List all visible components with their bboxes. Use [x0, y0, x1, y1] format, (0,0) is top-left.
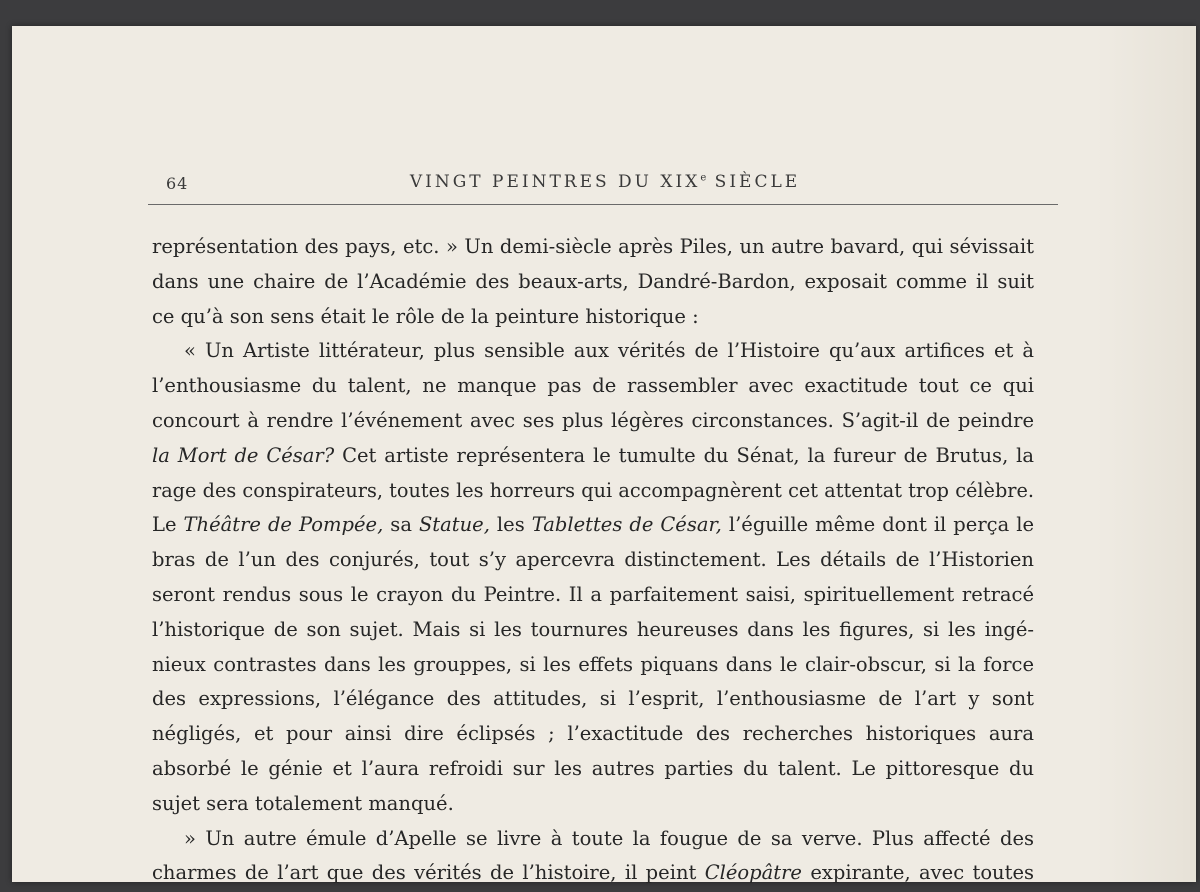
italic-title: Cléopâtre: [704, 861, 802, 885]
text-line: concourt à rendre l’événement avec ses plus légères circonstances. S’agit-il de peindre: [152, 408, 1034, 432]
text-line: seront rendus sous le crayon du Peintre. Il a parfaitement saisi, spirituellement retracé: [152, 582, 1034, 606]
text-line: charmes de l’art que des vérités de l’histoire, il peint Cléopâtre expirante, avec toutes: [152, 861, 1034, 885]
text-line: bras de l’un des conjurés, tout s’y apercevra distinctement. Les détails de l’Historien: [152, 548, 1034, 572]
text-line: l’historique de son sujet. Mais si les tournures heureuses dans les figures, si les ingé-: [152, 617, 1034, 641]
text-line: dans une chaire de l’Académie des beaux-arts, Dandré-Bardon, exposait comme il suit: [152, 269, 1034, 293]
text-line: des expressions, l’élégance des attitudes, si l’esprit, l’enthousiasme de l’art y sont: [152, 687, 1034, 711]
text-line: » Un autre émule d’Apelle se livre à toute la fougue de sa verve. Plus affecté des: [184, 826, 1034, 850]
text-line: rage des conspirateurs, toutes les horreurs qui accompagnèrent cet attentat trop célèbre.: [152, 478, 1034, 502]
text-line: nieux contrastes dans les grouppes, si les effets piquans dans le clair-obscur, si la force: [152, 652, 1034, 676]
text-line: négligés, et pour ainsi dire éclipsés ; l’exactitude des recherches historiques aura: [152, 722, 1034, 746]
italic-title: Tablettes de César,: [531, 513, 722, 537]
text-line: sujet sera totalement manqué.: [152, 791, 454, 815]
text-line: absorbé le génie et l’aura refroidi sur les autres parties du talent. Le pittoresque du: [152, 756, 1034, 780]
text-line: représentation des pays, etc. » Un demi-siècle après Piles, un autre bavard, qui sévissait: [152, 235, 1034, 258]
text-line: l’enthousiasme du talent, ne manque pas de rassembler avec exactitude tout ce qui: [152, 374, 1034, 398]
page-header: [150, 170, 1060, 200]
italic-title: Théâtre de Pompée,: [183, 513, 384, 537]
italic-title: la Mort de César?: [152, 443, 335, 467]
page-number: 64: [166, 174, 189, 193]
running-title: VINGT PEINTRES DU XIXe SIÈCLE: [409, 172, 801, 192]
italic-title: Statue,: [418, 513, 490, 537]
text-line: « Un Artiste littérateur, plus sensible aux vérités de l’Histoire qu’aux artifices et à: [184, 339, 1034, 363]
text-line: la Mort de César? Cet artiste représentera le tumulte du Sénat, la fureur de Brutus, la: [152, 443, 1034, 467]
body-text: [152, 230, 1034, 891]
header-rule: [148, 204, 1058, 205]
text-line: Le Théâtre de Pompée, sa Statue, les Tablettes de César, l’éguille même dont il perça le: [152, 513, 1034, 537]
text-line: ce qu’à son sens était le rôle de la peinture historique :: [152, 304, 699, 328]
